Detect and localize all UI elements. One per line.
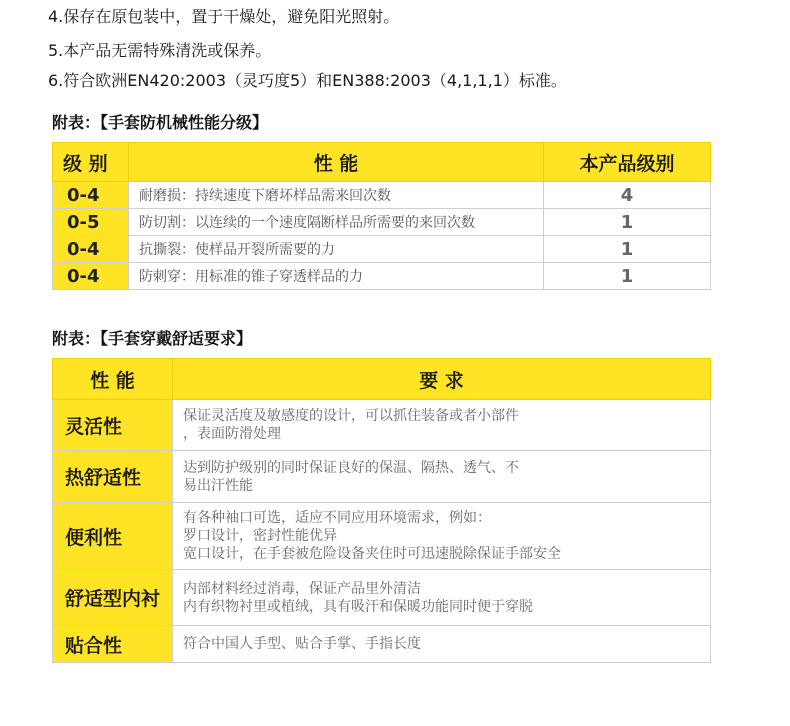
care-instruction-6: 6.符合欧洲EN420:2003（灵巧度5）和EN388:2003（4,1,1,1）标准。	[48, 71, 567, 90]
requirement-line: ，表面防滑处理	[183, 426, 281, 442]
property-label: 舒适型内衬	[53, 570, 173, 626]
requirement-line: 有各种袖口可选，适应不同应用环境需求，例如：	[183, 510, 491, 526]
table-row	[53, 503, 711, 570]
performance-desc: 防切割：以连续的一个速度隔断样品所需要的来回次数	[129, 209, 544, 236]
header-product-level: 本产品级别	[544, 143, 711, 182]
care-instruction-4: 4.保存在原包装中，置于干燥处，避免阳光照射。	[48, 7, 400, 26]
property-label: 便利性	[53, 503, 173, 570]
table2-heading: 附表：【手套穿戴舒适要求】	[52, 329, 253, 348]
table-row	[53, 626, 711, 663]
requirement-text	[173, 570, 711, 626]
requirement-text	[173, 451, 711, 503]
level-range: 0-4	[53, 236, 129, 263]
table1-heading: 附表：【手套防机械性能分级】	[52, 113, 269, 132]
requirement-line: 符合中国人手型、贴合手掌、手指长度	[183, 636, 421, 652]
table1-header-row	[53, 143, 711, 182]
header-requirement: 要 求	[173, 359, 711, 400]
performance-desc: 抗撕裂：使样品开裂所需要的力	[129, 236, 544, 263]
product-level-value: 1	[544, 209, 711, 236]
header-property: 性 能	[53, 359, 173, 400]
requirement-line: 达到防护级别的同时保证良好的保温、隔热、透气、不	[183, 459, 519, 476]
property-label: 灵活性	[53, 400, 173, 451]
level-range: 0-5	[53, 209, 129, 236]
table-row	[53, 236, 711, 263]
header-level: 级 别	[53, 143, 129, 182]
requirement-line: 内有织物衬里或植绒，具有吸汗和保暖功能同时便于穿脱	[183, 598, 533, 615]
table-row	[53, 263, 711, 290]
care-instruction-5: 5.本产品无需特殊清洗或保养。	[48, 41, 272, 60]
table-row	[53, 451, 711, 503]
table-row	[53, 182, 711, 209]
property-label: 热舒适性	[53, 451, 173, 503]
requirement-line: 宽口设计，在手套被危险设备夹住时可迅速脱除保证手部安全	[183, 546, 561, 562]
requirement-line: 罗口设计，密封性能优异	[183, 528, 337, 544]
requirement-line: 内部材料经过消毒，保证产品里外清洁	[183, 580, 421, 597]
table2-header-row	[53, 359, 711, 400]
requirement-line: 保证灵活度及敏感度的设计，可以抓住装备或者小部件	[183, 408, 519, 424]
header-performance: 性 能	[129, 143, 544, 182]
comfort-requirements-table	[52, 358, 711, 663]
mechanical-protection-table	[52, 142, 711, 290]
performance-desc: 防刺穿：用标准的锥子穿透样品的力	[129, 263, 544, 290]
property-label: 贴合性	[53, 626, 173, 663]
level-range: 0-4	[53, 182, 129, 209]
product-level-value: 1	[544, 236, 711, 263]
requirement-line: 易出汗性能	[183, 477, 253, 494]
table-row	[53, 209, 711, 236]
table-row	[53, 400, 711, 451]
requirement-text	[173, 503, 711, 570]
table-row	[53, 570, 711, 626]
product-level-value: 1	[544, 263, 711, 290]
performance-desc: 耐磨损：持续速度下磨坏样品需来回次数	[129, 182, 544, 209]
product-level-value: 4	[544, 182, 711, 209]
level-range: 0-4	[53, 263, 129, 290]
requirement-text	[173, 400, 711, 451]
requirement-text	[173, 626, 711, 663]
